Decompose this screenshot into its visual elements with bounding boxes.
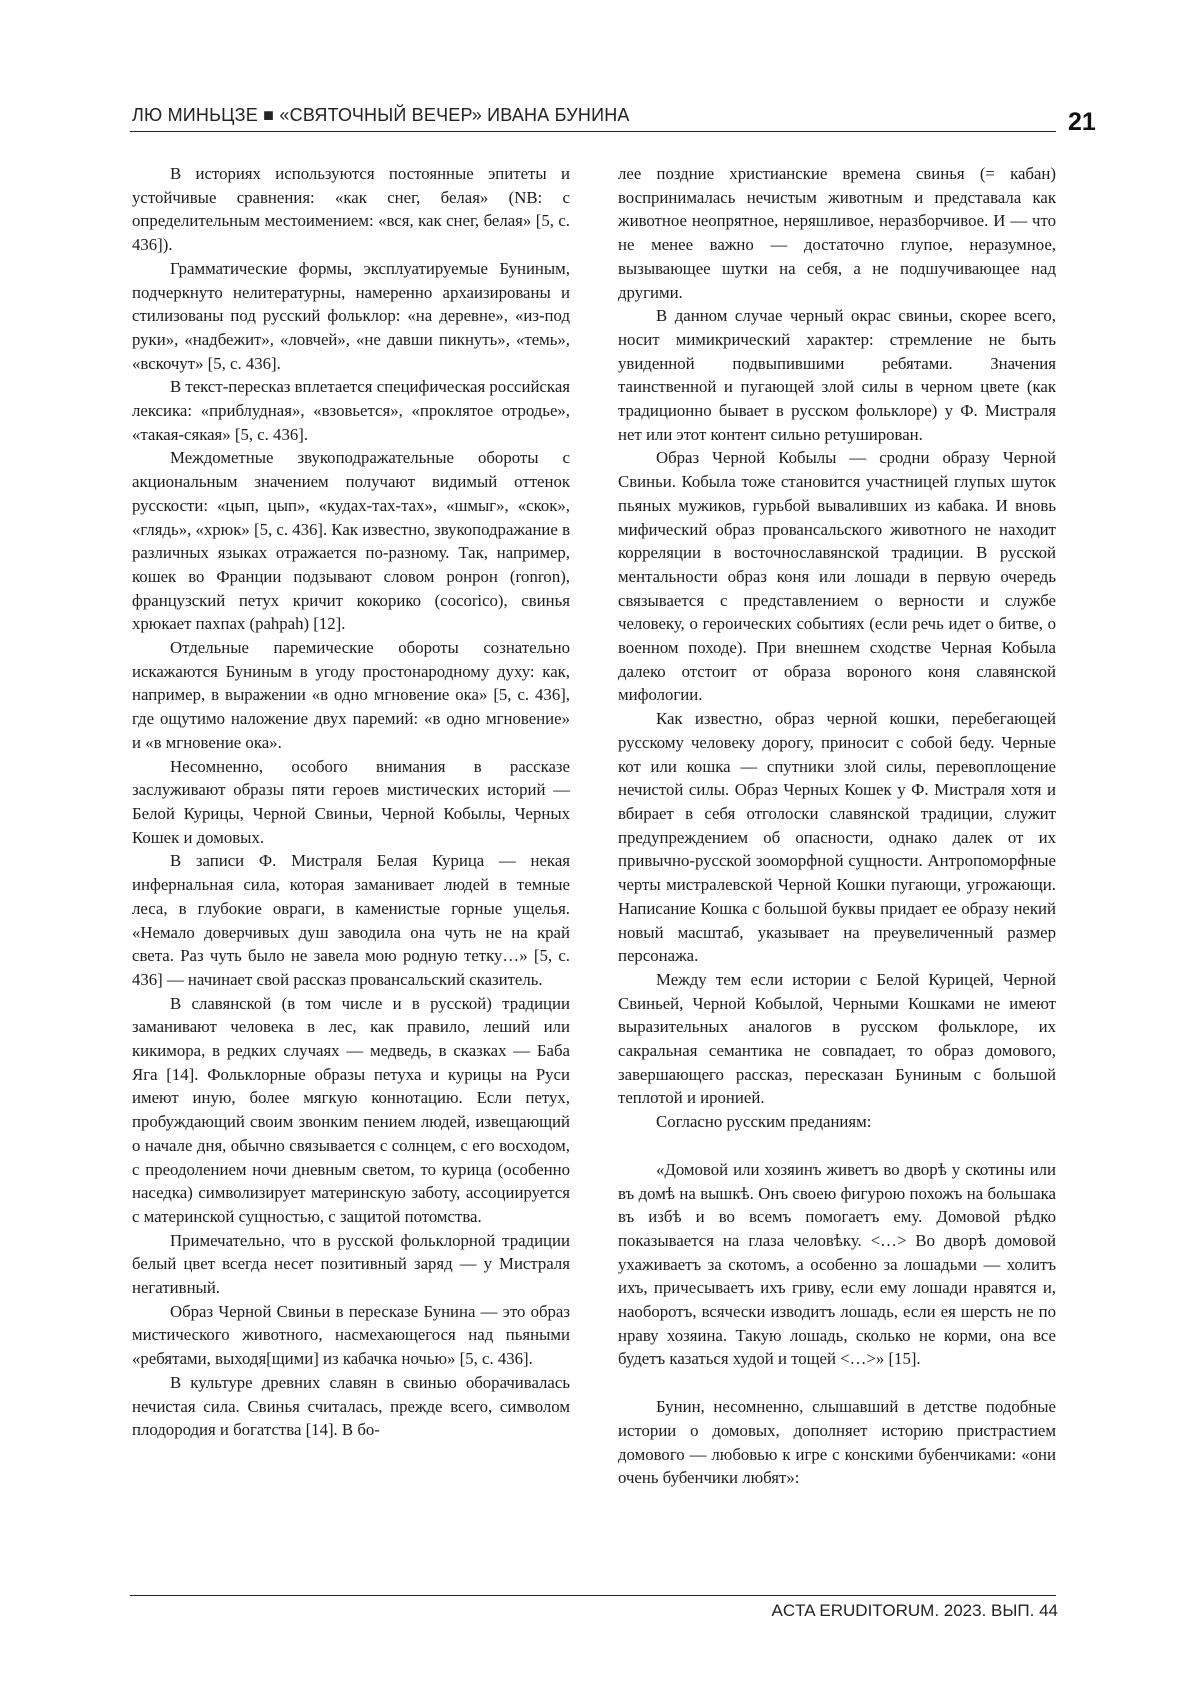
right-column [618,162,1056,1490]
paragraph: Примечательно, что в русской фольклорной традиции белый цвет всегда несет позитивный заряд — у Мистраля негативный. [132,1230,570,1298]
paragraph: Грамматические формы, эксплуатируемые Буниным, подчеркнуто нелитературны, намеренно архаизированы и стилизованы под русский фольклор: «на деревне», «из-под руки», «надбежит», «ловчей», «не давши пикнуть», «темь», «вскочут» [5, с. 436]. [132,258,570,373]
paragraph: Образ Черной Кобылы — сродни образу Черной Свиньи. Кобыла тоже становится участницей глупых шуток пьяных мужиков, гурьбой вываливших из кабака. И вновь мифический образ провансальского животного не находит корреляции в восточнославянской традиции. В русской ментальности образ коня или лошади в первую очередь связывается с представлением о верности и службе человеку, о героических событиях (если речь идет о битве, о военном походе). При внешнем сходстве Черная Кобыла далеко отстоит от образа вороного коня славянской мифологии. [618,448,1056,705]
running-header: ЛЮ МИНЬЦЗЕ ■ «СВЯТОЧНЫЙ ВЕЧЕР» ИВАНА БУНИНА [132,105,630,125]
paragraph: Между тем если истории с Белой Курицей, Черной Свиньей, Черной Кобылой, Черными Кошками не имеют выразительных аналогов в русском фольклоре, их сакральная семантика не совпадает, то образ домового, завершающего рассказ, пересказан Буниным с большой теплотой и иронией. [618,969,1056,1108]
paragraph: В данном случае черный окрас свиньи, скорее всего, носит мимикрический характер: стремление не быть увиденной подвыпившими ребятами. Значения таинственной и пугающей злой силы в черном цвете (как традиционно бывает в русском фольклоре) у Ф. Мистраля нет или этот контент сильно ретуширован. [618,306,1056,444]
paragraph: В культуре древних славян в свинью оборачивалась нечистая сила. Свинья считалась, прежде всего, символом плодородия и богатства [14]. В бо- [132,1372,570,1440]
page-number: 21 [1068,108,1096,136]
paragraph: В историях используются постоянные эпитеты и устойчивые сравнения: «как снег, белая» (NB: с определительным местоимением: «вся, как снег, белая» [5, с. 436]). [132,164,570,255]
paragraph: Бунин, несомненно, слышавший в детстве подобные истории о домовых, дополняет историю пристрастием домового — любовью к игре с конскими бубенчиками: «они очень бубенчики любят»: [618,1397,1056,1488]
paragraph: Как известно, образ черной кошки, перебегающей русскому человеку дорогу, приносит с собой беду. Черные кот или кошка — спутники злой силы, перевоплощение нечистой силы. Образ Черных Кошек у Ф. Мистраля хотя и вбирает в себя отголоски славянской традиции, служит предупреждением об опасности, однако далек от их привычно-русской зооморфной сущности. Антропоморфные черты мистралевской Черной Кошки пугающи, угрожающи. Написание Кошка с большой буквы придает ее образу некий новый масштаб, указывает на преувеличенный размер персонажа. [618,709,1056,966]
paragraph: В текст-пересказ вплетается специфическая российская лексика: «приблудная», «взовьется», «проклятое отродье», «такая-сякая» [5, с. 436]. [132,377,570,444]
journal-footer: ACTA ERUDITORUM. 2023. ВЫП. 44 [771,1601,1058,1620]
paragraph: Отдельные паремические обороты сознательно искажаются Буниным в угоду простонародному духу: как, например, в выражении «в одно мгновение ока» [5, с. 436], где ощутимо наложение двух паремий: «в одно мгновение» и «в мгновение ока». [132,638,570,752]
paragraph: Междометные звукоподражательные обороты с акциональным значением получают видимый оттенок русскости: «цып, цып», «кудах-тах-тах», «шмыг», «скок», «глядь», «хрюк» [5, с. 436]. Как известно, звукоподражание в различных языках отражается по-разному. Так, например, кошек во Франции подзывают словом ронрон (ronron), французский петух кричит кокорико (cocorico), свинья хрюкает пахпах (pahpah) [12]. [132,448,570,634]
paragraph: Согласно русским преданиям: [656,1112,872,1132]
paragraph: В записи Ф. Мистраля Белая Курица — некая инфернальная сила, которая заманивает людей в темные леса, в глубокие овраги, в каменистые горные ущелья. «Немало доверчивых душ заводила она чуть не на край света. Раз чуть было не завела мою родную тетку…» [5, с. 436] — начинает свой рассказ провансальский сказитель. [132,851,570,989]
paragraph: В славянской (в том числе и в русской) традиции заманивают человека в лес, как правило, леший или кикимора, в редких случаях — медведь, в сказках — Баба Яга [14]. Фольклорные образы петуха и курицы на Руси имеют иную, более мягкую коннотацию. Если петух, пробуждающий своим звонким пением людей, извещающий о начале дня, обычно связывается с солнцем, с его восходом, с преодолением ночи дневным светом, то курица (особенно наседка) символизирует материнскую заботу, ассоциируется с материнской сущностью, с защитой потомства. [132,993,570,1226]
left-column [132,162,570,1442]
paragraph: Несомненно, особого внимания в рассказе заслуживают образы пяти героев мистических историй — Белой Курицы, Черной Свиньи, Черной Кобылы, Черных Кошек и домовых. [132,756,570,847]
paragraph-continued: лее поздние христианские времена свинья (= кабан) воспринималась нечистым животным и представала как животное неопрятное, неряшливое, неразборчивое. И — что не менее важно — достаточно глупое, неразумное, вызывающее шутки на себя, а не подшучивающее над другими. [618,164,1056,302]
paragraph: Образ Черной Свиньи в пересказе Бунина — это образ мистического животного, насмехающегося над пьяными «ребятами, выходя[щими] из кабачка ночью» [5, с. 436]. [132,1301,570,1369]
header-rule [130,131,1056,132]
block-quote: «Домовой или хозяинъ живетъ во дворѣ у скотины или въ домѣ на вышкѣ. Онъ своею фигурою похожъ на большака въ избѣ и во всемъ помогаетъ ему. Домовой рѣдко показывается на глаза человѣку. <…> Во дворѣ домовой ухаживаетъ за скотомъ, а особенно за лошадьми — холитъ ихъ, причесываетъ ихъ гриву, если ему лошади нравятся и, наоборотъ, всячески изводитъ лошадь, если ея шерсть не по нраву хозяина. Такую лошадь, сколько не корми, она все будетъ казаться худой и тощей <…>» [15]. [618,1159,1056,1369]
footer-rule [130,1595,1056,1596]
